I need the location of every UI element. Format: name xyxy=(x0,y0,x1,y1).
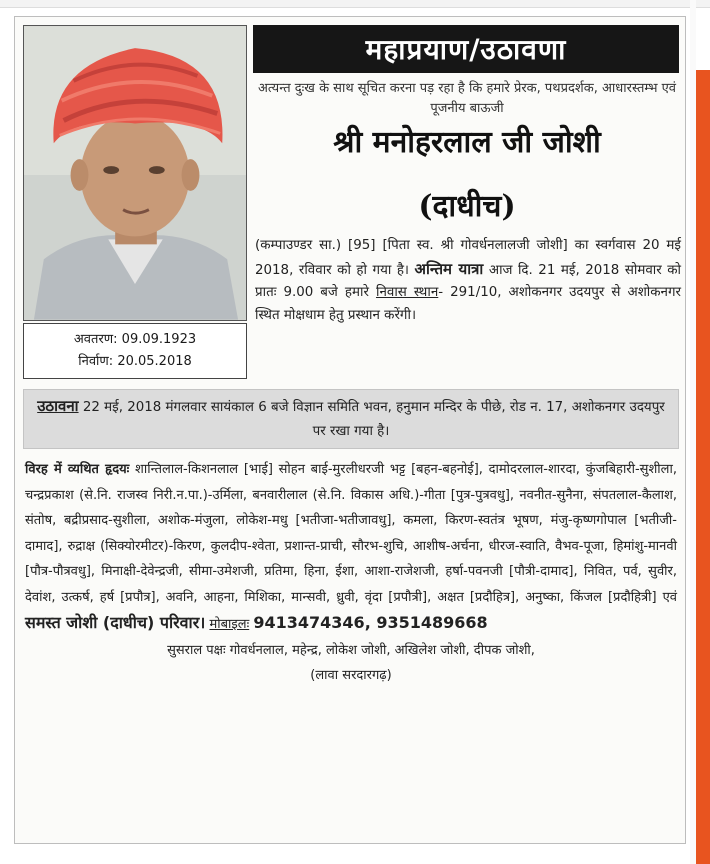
details-part-1: (कम्पाउण्डर सा.) [95] [पिता स्व. श्री गोवर्धनलालजी जोशी] का स्वर्गवास 20 मई 2018, रविवार को हो गया है। xyxy=(255,238,681,278)
notice-banner: महाप्रयाण/उठावणा xyxy=(253,25,679,73)
death-date: निर्वाण: 20.05.2018 xyxy=(78,354,192,369)
mobile-numbers: 9413474346, 9351489668 xyxy=(253,613,488,632)
orange-edge xyxy=(696,70,710,864)
residence-label: निवास स्थान xyxy=(375,285,439,300)
portrait-photo xyxy=(23,25,247,321)
final-journey-label: अन्तिम यात्रा xyxy=(414,259,484,278)
dates-box xyxy=(23,323,247,379)
portrait-illustration xyxy=(24,26,246,320)
clan-name: (दाधीच) xyxy=(418,189,516,224)
family-members: शान्तिलाल-किशनलाल [भाई] सोहन बाई-मुरलीधरजी भट्ट [बहन-बहनोई], दामोदरलाल-शारदा, कुंजबिहारी-सुशीला, चन्द्रप्रकाश (से.नि. राजस्व निरी.न.पा.)-उर्मिला, बनवारीलाल (से.नि. विकास अधि.)-गीता [पुत्र-पुत्रवधु], नवनीत-सुनैना, संपतलाल-कैलाश, संतोष, बद्रीप्रसाद-सुशीला, अशोक-मंजुला, लोकेश-मधु [भतीजा-भतीजावधु], कमला, किरण-स्वतंत्र भूषण, मंजु-कृष्णगोपाल [भतीजी-दामाद], रुद्राक्ष (सिक्योरमीटर)-किरण, कुलदीप-श्वेता, प्रशान्त-प्राची, सौरभ-शुचि, आशीष-अर्चना, धीरज-स्वाति, वैभव-पूजा, हिमांशु-मानवी [पौत्र-पौत्रवधु], मिनाक्षी-देवेन्द्रजी, सीमा-उमेशजी, प्रतिमा, हिना, ईशा, आशा-राजेशजी, हर्षा-पवनजी [पौत्री-दामाद], निवित, पर्व, सुवीर, देवांश, उत्कर्ष, हर्ष [प्रपौत्र], अवनि, आहना, मिशिका, मान्सवी, ध्रुवी, वृंदा [प्रपौत्री], अक्षत [प्रदौहित्र], अनुष्का, किंजल [प्रदौहित्री] एवं xyxy=(25,462,677,605)
uthavna-box xyxy=(23,389,679,449)
birth-date: अवतरण: 09.09.1923 xyxy=(73,332,197,347)
grieving-label: विरह में व्यथित हृदयः xyxy=(25,462,130,477)
intro-text: अत्यन्त दुःख के साथ सूचित करना पड़ रहा है कि हमारे प्रेरक, पथप्रदर्शक, आधारस्तम्भ एवं पूजनीय बाऊजी xyxy=(257,81,677,116)
deceased-name: श्री मनोहरलाल जी जोशी xyxy=(333,125,601,160)
family-list xyxy=(25,457,677,689)
obituary-notice xyxy=(14,16,686,844)
mobile-label: मोबाइलः xyxy=(209,617,250,632)
top-strip xyxy=(0,0,710,8)
details-part-2: आज दि. 21 मई, 2018 सोमवार को प्रातः 9.00 बजे हमारे xyxy=(255,262,682,300)
funeral-details xyxy=(255,235,681,327)
uthavna-label: उठावना xyxy=(37,397,79,415)
uthavna-text: 22 मई, 2018 मंगलवार सायंकाल 6 बजे विज्ञान समिति भवन, हनुमान मन्दिर के पीछे, रोड न. 17, अशोकनगर उदयपुर पर रखा गया है। xyxy=(82,400,665,439)
in-laws-place: (लावा सरदारगढ़) xyxy=(310,668,392,683)
family-closing: समस्त जोशी (दाधीच) परिवार। xyxy=(25,613,206,632)
details-part-3: - 291/10, अशोकनगर उदयपुर से अशोकनगर स्थित मोक्षधाम हेतु प्रस्थान करेंगी। xyxy=(255,285,682,323)
in-laws-line: सुसराल पक्षः गोवर्धनलाल, महेन्द्र, लोकेश जोशी, अखिलेश जोशी, दीपक जोशी, xyxy=(167,642,535,658)
